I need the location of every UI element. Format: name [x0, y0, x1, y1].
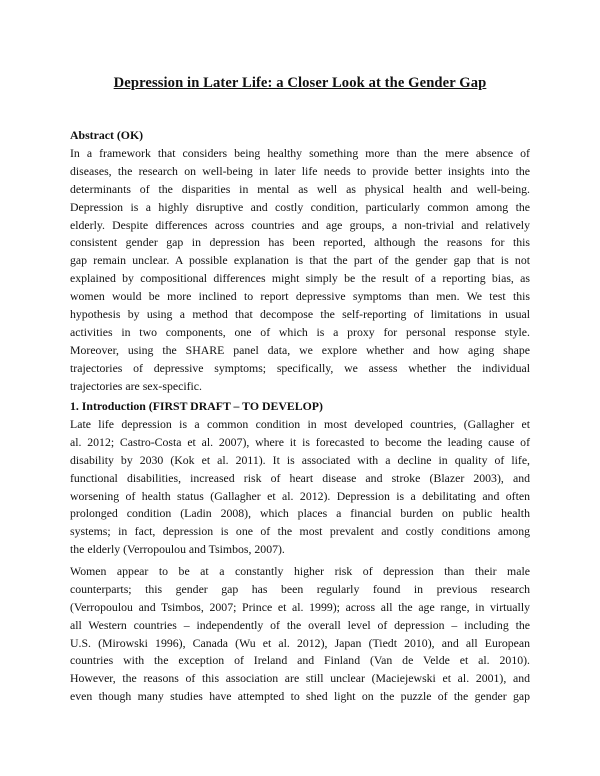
- text-line: gap remain unclear. A possible explanation is that the part of the gender gap that is not: [70, 253, 530, 268]
- text-line: hypothesis by using a method that decompose the self-reporting of limitations in usual: [70, 307, 530, 322]
- introduction-paragraph-1: [70, 416, 530, 559]
- text-line: counterparts; this gender gap has been regularly found in previous research: [70, 581, 530, 596]
- text-line: (Verropoulou and Tsimbos, 2007; Prince et al. 1999); across all the age range, in virtually: [70, 599, 530, 614]
- paper-title: Depression in Later Life: a Closer Look at the Gender Gap: [113, 75, 487, 91]
- abstract-heading: Abstract (OK): [70, 128, 144, 142]
- text-line: al. 2012; Castro-Costa et al. 2007), where it is forecasted to become the leading cause of: [70, 434, 530, 449]
- text-line: Moreover, using the SHARE panel data, we explore whether and how aging shape: [70, 342, 530, 357]
- text-line: disability by 2030 (Kok et al. 2011). It is associated with a decline in quality of life,: [70, 452, 530, 467]
- text-line: trajectories of depressive symptoms; specifically, we assess whether the individual: [70, 360, 530, 375]
- text-line: activities in two components, one of which is a proxy for personal response style.: [70, 324, 530, 339]
- text-line: trajectories are sex-specific.: [70, 378, 202, 393]
- text-line: systems; in fact, depression is one of the most prevalent and costly conditions among: [70, 524, 530, 539]
- text-line: Depression is a highly disruptive and costly condition, particularly common among the: [70, 199, 530, 214]
- text-line: In a framework that considers being healthy something more than the mere absence of: [70, 146, 530, 160]
- text-line: prolonged condition (Ladin 2008), which places a financial burden on public health: [70, 506, 530, 521]
- text-line: Women appear to be at a constantly higher risk of depression than their male: [70, 564, 530, 578]
- text-line: elderly. Despite differences across countries and age groups, a non-trivial and relatively: [70, 217, 530, 232]
- text-line: determinants of the disparities in mental as well as physical health and well-being.: [70, 181, 530, 196]
- text-line: explained by compositional differences might simply be the result of a reporting bias, as: [70, 271, 530, 286]
- text-line: functional disabilities, increased risk of heart disease and stroke (Blazer 2003), and: [70, 470, 530, 485]
- introduction-heading: 1. Introduction (FIRST DRAFT – TO DEVELOP): [70, 399, 323, 413]
- text-line: countries with the exception of Ireland and Finland (Van de Velde et al. 2010).: [70, 653, 530, 668]
- text-line: consistent gender gap in depression has been reported, although the reasons for this: [70, 235, 530, 250]
- text-line: all Western countries – independently of the overall level of depression – including the: [70, 617, 530, 632]
- text-line: worsening of health status (Gallagher et al. 2012). Depression is a debilitating and often: [70, 488, 530, 503]
- introduction-paragraph-2: [70, 563, 530, 706]
- text-line: women would be more inclined to report depressive symptoms than men. We test this: [70, 289, 530, 304]
- text-line: Late life depression is a common condition in most developed countries, (Gallagher et: [70, 417, 530, 431]
- text-line: U.S. (Mirowski 1996), Canada (Wu et al. 2012), Japan (Tiedt 2010), and all European: [70, 635, 530, 650]
- text-line: However, the reasons of this association are still unclear (Maciejewski et al. 2001), and: [70, 671, 530, 686]
- text-line: diseases, the research on well-being in later life needs to provide better insights into the: [70, 163, 530, 178]
- abstract-body: [70, 145, 530, 395]
- text-line: the elderly (Verropoulou and Tsimbos, 2007).: [70, 542, 285, 557]
- text-line: even though many studies have attempted to shed light on the puzzle of the gender gap: [70, 689, 530, 704]
